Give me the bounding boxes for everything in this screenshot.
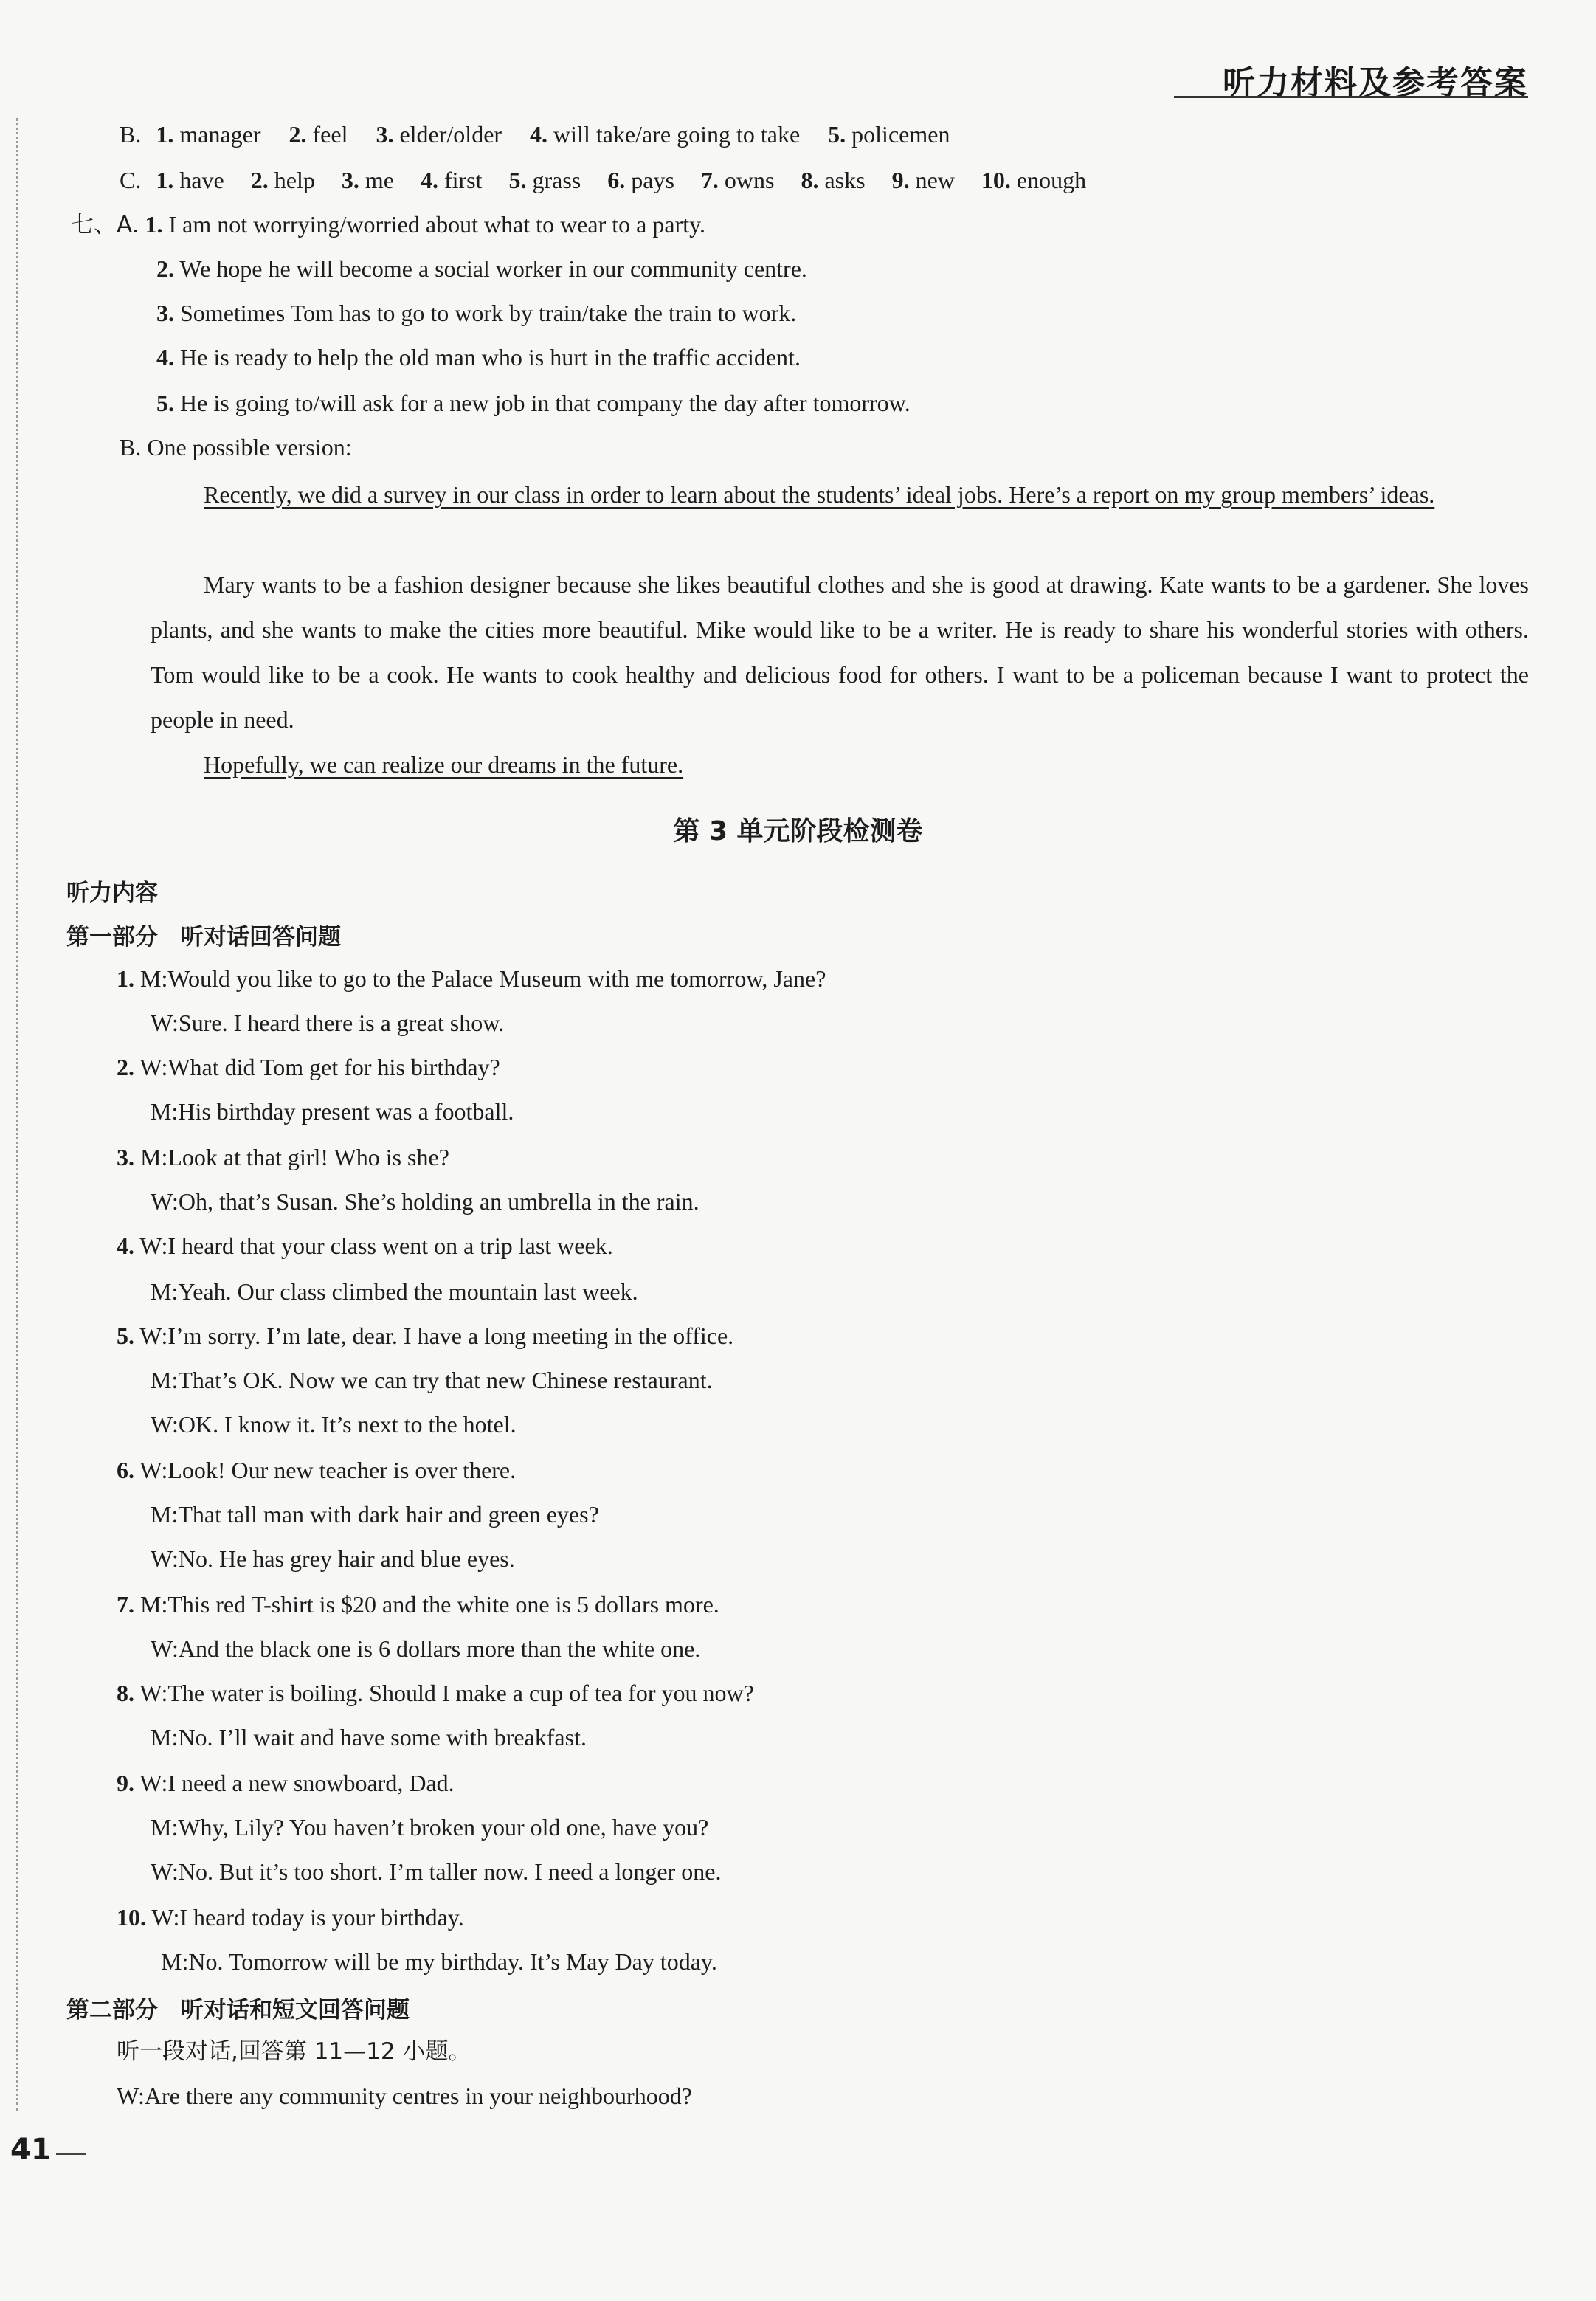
dialogue-5-line-2: M:That’s OK. Now we can try that new Chinese restaurant. — [151, 1367, 713, 1393]
listening-heading: 听力内容 — [66, 880, 158, 906]
dialogue-6-line-3: W:No. He has grey hair and blue eyes. — [151, 1545, 515, 1572]
part2-dialogue-line-1: W:Are there any community centres in your neighbourhood? — [117, 2083, 692, 2109]
answers-c-row: C. 1. have 2. help 3. me 4. first 5. grass 6. pays 7. owns 8. asks 9. new 10. enough — [120, 167, 1087, 193]
essay-intro: Recently, we did a survey in our class in order to learn about the students’ ideal jobs. Here’s a report on my group members’ ideas. — [204, 481, 1435, 508]
essay-ending: Hopefully, we can realize our dreams in the future. — [204, 751, 684, 778]
dialogue-9-line-2: M:Why, Lily? You haven’t broken your old one, have you? — [151, 1814, 709, 1841]
dialogue-8-line-2: M:No. I’ll wait and have some with breakfast. — [151, 1724, 587, 1750]
seven-a-item-1: 七、A. 1. I am not worrying/worried about what to wear to a party. — [71, 211, 705, 238]
seven-a-item-2: 2. We hope he will become a social worker in our community centre. — [156, 255, 807, 282]
dialogue-1-line-1: 1. M:Would you like to go to the Palace Museum with me tomorrow, Jane? — [117, 965, 826, 992]
part1-heading: 第一部分 听对话回答问题 — [66, 924, 341, 951]
dialogue-8-line-1: 8. W:The water is boiling. Should I make a cup of tea for you now? — [117, 1680, 754, 1706]
page-header-title: 听力材料及参考答案 — [1223, 64, 1528, 102]
dialogue-5-line-1: 5. W:I’m sorry. I’m late, dear. I have a long meeting in the office. — [117, 1322, 734, 1349]
label-c: C. — [120, 167, 142, 193]
dialogue-1-line-2: W:Sure. I heard there is a great show. — [151, 1010, 505, 1036]
seven-b-label: B. One possible version: — [120, 434, 352, 460]
dialogue-3-line-2: W:Oh, that’s Susan. She’s holding an umbrella in the rain. — [151, 1188, 699, 1215]
dialogue-10-line-1: 10. W:I heard today is your birthday. — [117, 1904, 464, 1931]
part2-heading: 第二部分 听对话和短文回答问题 — [66, 1997, 410, 2024]
dialogue-3-line-1: 3. M:Look at that girl! Who is she? — [117, 1144, 449, 1170]
answers-b-items: 1. manager 2. feel 3. elder/older 4. will take/are going to take 5. policemen — [156, 121, 950, 148]
part2-intro: 听一段对话,回答第 11—12 小题。 — [117, 2038, 471, 2065]
answers-b-row — [120, 120, 950, 149]
seven-a-item-3: 3. Sometimes Tom has to go to work by train/take the train to work. — [156, 300, 797, 326]
essay-body: Mary wants to be a fashion designer because she likes beautiful clothes and she is good at drawing. Kate wants to be a gardener. She loves plants, and she wants to make the cities more beautiful. Mike would like to be a writer. He is ready to share his wonderful stories with others. Tom would like to be a cook. He wants to cook healthy and delicious food for others. I want to be a policeman because I want to protect the people in need. — [151, 571, 1529, 733]
label-b: B. — [120, 121, 142, 148]
dialogue-4-line-2: M:Yeah. Our class climbed the mountain last week. — [151, 1278, 638, 1305]
dialogue-9-line-1: 9. W:I need a new snowboard, Dad. — [117, 1770, 455, 1796]
page-number: 41 — [10, 2133, 52, 2167]
seven-a-item-5: 5. He is going to/will ask for a new job in that company the day after tomorrow. — [156, 390, 911, 416]
page-number-dash — [56, 2153, 86, 2155]
binding-dotted-line — [16, 118, 18, 2111]
dialogue-10-line-2: M:No. Tomorrow will be my birthday. It’s May Day today. — [161, 1948, 717, 1975]
dialogue-6-line-1: 6. W:Look! Our new teacher is over there. — [117, 1457, 517, 1483]
header-rule — [1174, 96, 1528, 98]
dialogue-4-line-1: 4. W:I heard that your class went on a trip last week. — [117, 1232, 613, 1259]
dialogue-7-line-1: 7. M:This red T-shirt is $20 and the white one is 5 dollars more. — [117, 1591, 719, 1618]
dialogue-2-line-2: M:His birthday present was a football. — [151, 1098, 514, 1125]
dialogue-9-line-3: W:No. But it’s too short. I’m taller now. I need a longer one. — [151, 1858, 722, 1885]
dialogue-6-line-2: M:That tall man with dark hair and green eyes? — [151, 1501, 599, 1528]
dialogue-2-line-1: 2. W:What did Tom get for his birthday? — [117, 1054, 500, 1080]
label-seven-a: 七、A. — [71, 212, 139, 238]
section-title: 第 3 单元阶段检测卷 — [673, 816, 923, 846]
dialogue-5-line-3: W:OK. I know it. It’s next to the hotel. — [151, 1411, 517, 1438]
dialogue-7-line-2: W:And the black one is 6 dollars more than the white one. — [151, 1635, 701, 1662]
seven-a-item-4: 4. He is ready to help the old man who is hurt in the traffic accident. — [156, 344, 801, 370]
